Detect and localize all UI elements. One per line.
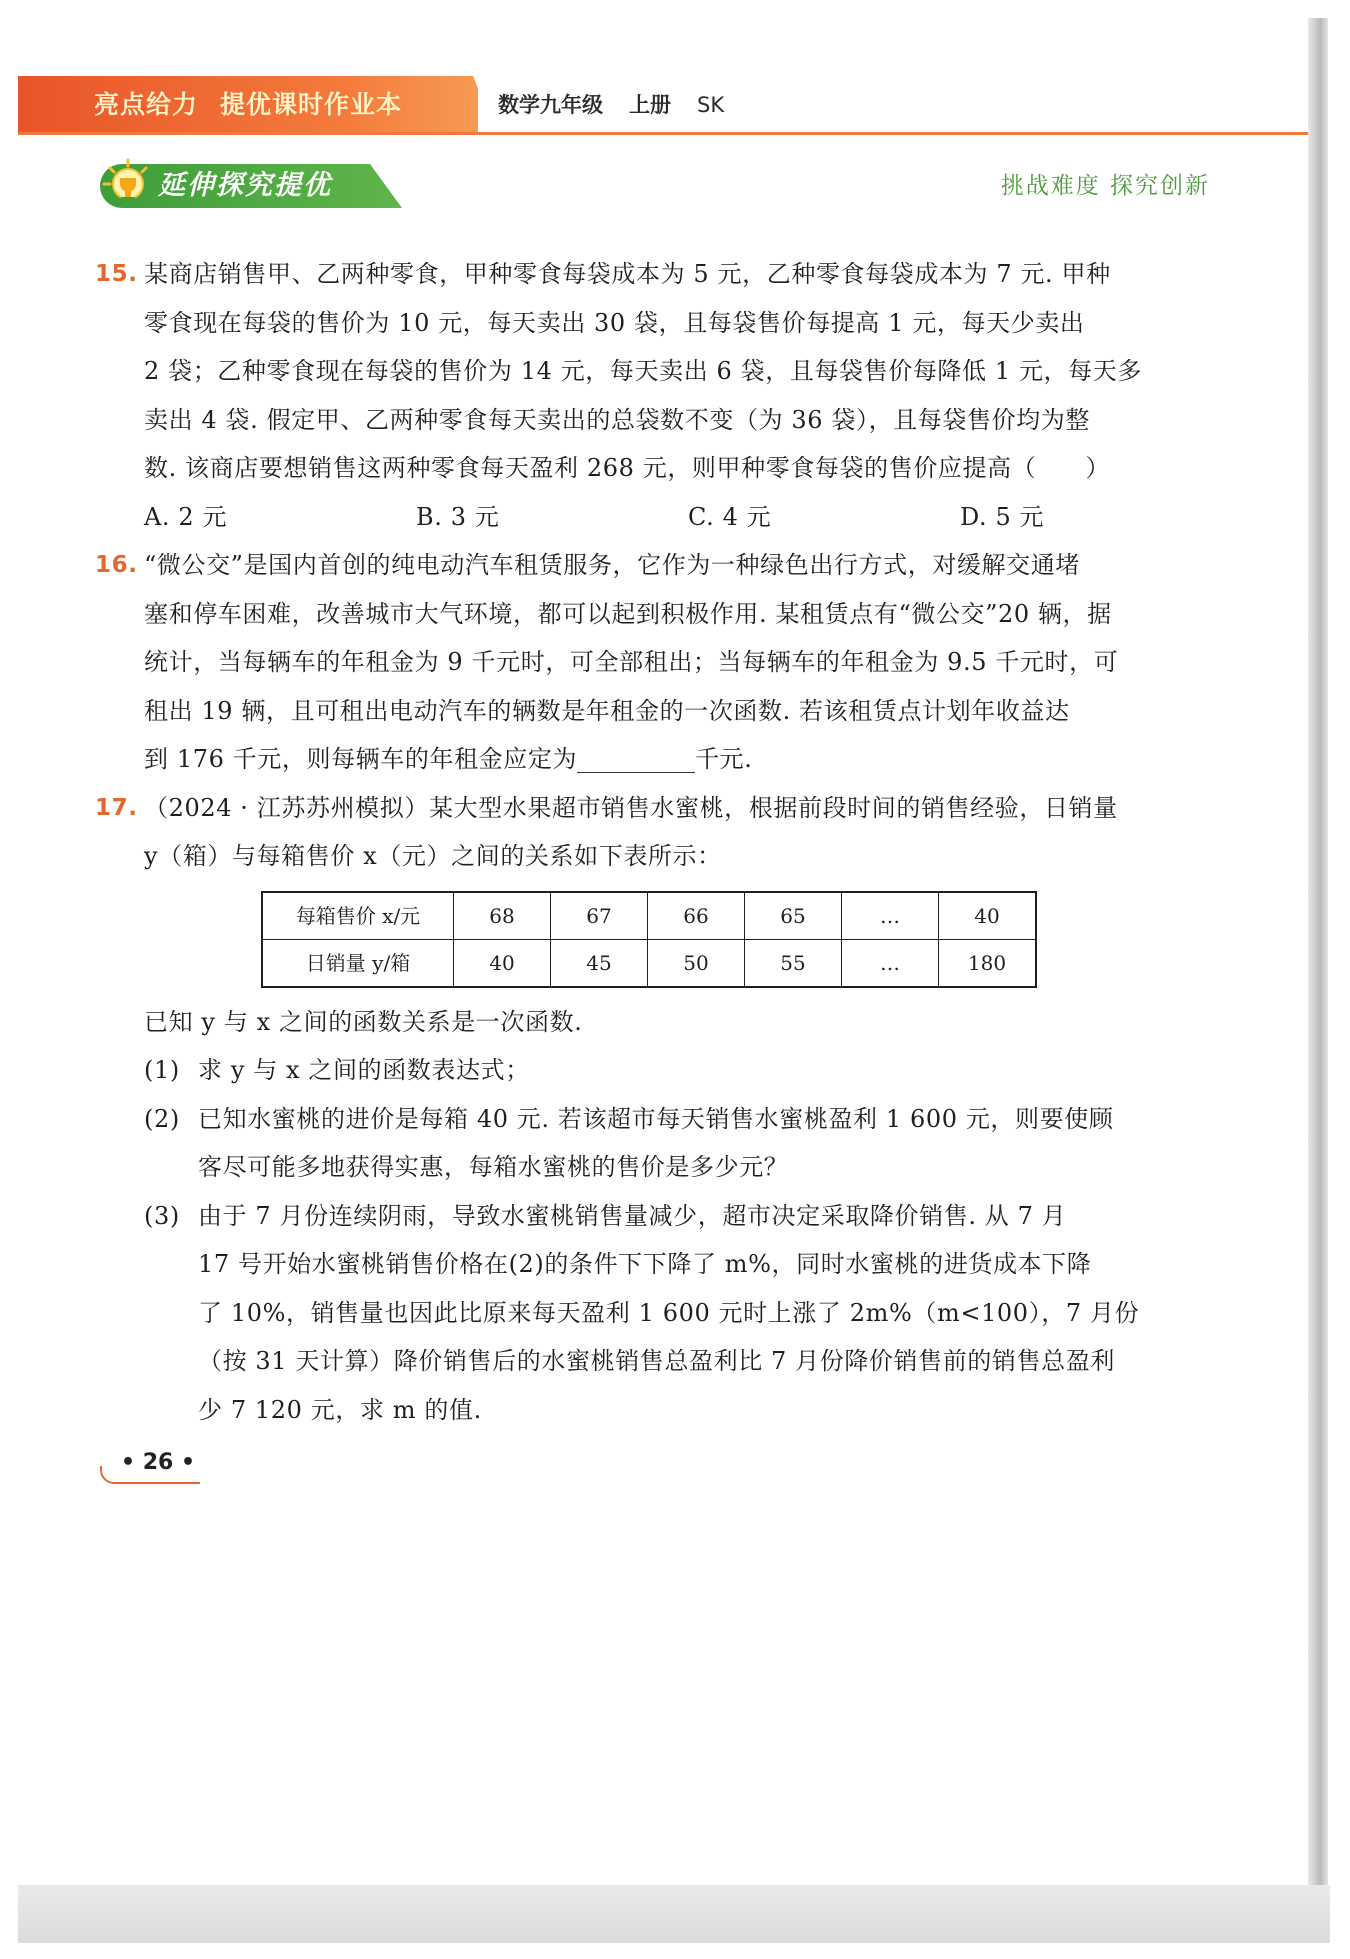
table-cell: … bbox=[842, 939, 939, 987]
sub-text-line: 17 号开始水蜜桃销售价格在(2)的条件下下降了 m%，同时水蜜桃的进货成本下降 bbox=[198, 1250, 1092, 1278]
table-cell: 40 bbox=[454, 939, 551, 987]
option-b: B. 3 元 bbox=[416, 502, 500, 531]
table-container bbox=[95, 881, 1243, 998]
known-condition: 已知 y 与 x 之间的函数关系是一次函数. bbox=[144, 1007, 583, 1036]
answer-blank bbox=[577, 742, 695, 773]
textbook-page bbox=[18, 18, 1308, 1885]
brand-right: 提优课时作业本 bbox=[220, 90, 403, 119]
blank-prefix: 到 176 千元，则每辆车的年租金应定为 bbox=[144, 745, 578, 773]
sub-questions bbox=[144, 1046, 1243, 1434]
table-cell: 65 bbox=[745, 892, 842, 940]
option-d: D. 5 元 bbox=[960, 502, 1045, 531]
blank-suffix: 千元. bbox=[695, 745, 753, 773]
sub-label: (1) bbox=[144, 1056, 180, 1084]
table-cell: 180 bbox=[939, 939, 1037, 987]
sub-text-line: 了 10%，销售量也因此比原来每天盈利 1 600 元时上涨了 2m%（m<100），7 月份 bbox=[198, 1298, 1140, 1327]
question-text-line: “微公交”是国内首创的纯电动汽车租赁服务，它作为一种绿色出行方式，对缓解交通堵 bbox=[144, 551, 1080, 579]
header-course-info bbox=[498, 80, 750, 130]
table-cell: 55 bbox=[745, 939, 842, 987]
question-text-line bbox=[144, 735, 1243, 784]
scan-bottom-margin bbox=[18, 1885, 1330, 1943]
sub-question-2 bbox=[144, 1095, 1243, 1192]
question-text-line: 数. 该商店要想销售这两种零食每天盈利 268 元，则甲种零食每袋的售价应提高（ ） bbox=[144, 454, 1111, 482]
table-cell: 66 bbox=[648, 892, 745, 940]
volume-label: 上册 bbox=[629, 93, 671, 117]
question-text-line: 塞和停车困难，改善城市大气环境，都可以起到积极作用. 某租赁点有“微公交”20 辆，据 bbox=[144, 599, 1112, 628]
question-17 bbox=[95, 784, 1243, 881]
trophy-bulb-icon bbox=[102, 158, 154, 210]
table-row bbox=[262, 892, 1036, 940]
sub-text-line: 客尽可能多地获得实惠，每箱水蜜桃的售价是多少元？ bbox=[198, 1153, 789, 1181]
brand-left: 亮点给力 bbox=[94, 90, 199, 119]
section-title: 延伸探究提优 bbox=[158, 170, 332, 201]
question-text-line: 某商店销售甲、乙两种零食，甲种零食每袋成本为 5 元，乙种零食每袋成本为 7 元. 甲种 bbox=[144, 260, 1111, 288]
page-number: • 26 • bbox=[118, 1446, 198, 1480]
sub-label: (2) bbox=[144, 1104, 180, 1133]
sub-question-1 bbox=[144, 1046, 1243, 1095]
section-tagline: 挑战难度 探究创新 bbox=[1000, 173, 1210, 199]
question-text-line: 2 袋；乙种零食现在每袋的售价为 14 元，每天卖出 6 袋，且每袋售价每降低 1 元，每天多 bbox=[144, 357, 1142, 385]
question-number: 15. bbox=[95, 261, 138, 287]
sub-text-line: （按 31 天计算）降价销售后的水蜜桃销售总盈利比 7 月份降价销售前的销售总盈利 bbox=[198, 1347, 1115, 1375]
question-text-line: 统计，当每辆车的年租金为 9 千元时，可全部租出；当每辆车的年租金为 9.5 千元时，可 bbox=[144, 648, 1119, 676]
question-17-parts bbox=[95, 998, 1243, 1435]
question-text-line: 零食现在每袋的售价为 10 元，每天卖出 30 袋，且每袋售价每提高 1 元，每天少卖出 bbox=[144, 308, 1085, 337]
question-text-line: 卖出 4 袋. 假定甲、乙两种零食每天卖出的总袋数不变（为 36 袋），且每袋售价均为整 bbox=[144, 405, 1090, 434]
table-cell: … bbox=[842, 892, 939, 940]
table-cell: 67 bbox=[551, 892, 648, 940]
question-number: 17. bbox=[95, 794, 138, 821]
table-cell: 45 bbox=[551, 939, 648, 987]
subject-label: 数学九年级 bbox=[498, 93, 603, 117]
price-sales-table bbox=[261, 891, 1037, 988]
sub-text-line: 已知水蜜桃的进价是每箱 40 元. 若该超市每天销售水蜜桃盈利 1 600 元，则要使顾 bbox=[198, 1104, 1114, 1133]
question-number: 16. bbox=[95, 552, 138, 578]
question-16 bbox=[95, 541, 1243, 784]
question-text-line: 租出 19 辆，且可租出电动汽车的辆数是年租金的一次函数. 若该租赁点计划年收益达 bbox=[144, 696, 1070, 725]
table-cell: 50 bbox=[648, 939, 745, 987]
answer-options bbox=[144, 493, 1243, 542]
sub-text-line: 少 7 120 元，求 m 的值. bbox=[198, 1395, 482, 1424]
edition-label: SK bbox=[697, 93, 725, 117]
header-brand bbox=[94, 80, 424, 130]
question-text-line: （2024 · 江苏苏州模拟）某大型水果超市销售水蜜桃，根据前段时间的销售经验，日销量 bbox=[144, 793, 1118, 822]
question-15 bbox=[95, 250, 1243, 541]
questions bbox=[95, 250, 1243, 1434]
table-cell: 40 bbox=[939, 892, 1037, 940]
option-a: A. 2 元 bbox=[144, 502, 228, 531]
sub-text-line: 求 y 与 x 之间的函数表达式； bbox=[198, 1056, 530, 1084]
sub-text-line: 由于 7 月份连续阴雨，导致水蜜桃销售量减少，超市决定采取降价销售. 从 7 月 bbox=[198, 1201, 1067, 1230]
row-header: 每箱售价 x/元 bbox=[262, 892, 454, 940]
option-c: C. 4 元 bbox=[688, 502, 772, 531]
sub-label: (3) bbox=[144, 1201, 180, 1230]
table-cell: 68 bbox=[454, 892, 551, 940]
sub-question-3 bbox=[144, 1192, 1243, 1435]
row-header: 日销量 y/箱 bbox=[262, 939, 454, 987]
question-text-line: y（箱）与每箱售价 x（元）之间的关系如下表所示： bbox=[144, 842, 722, 870]
table-row bbox=[262, 939, 1036, 987]
